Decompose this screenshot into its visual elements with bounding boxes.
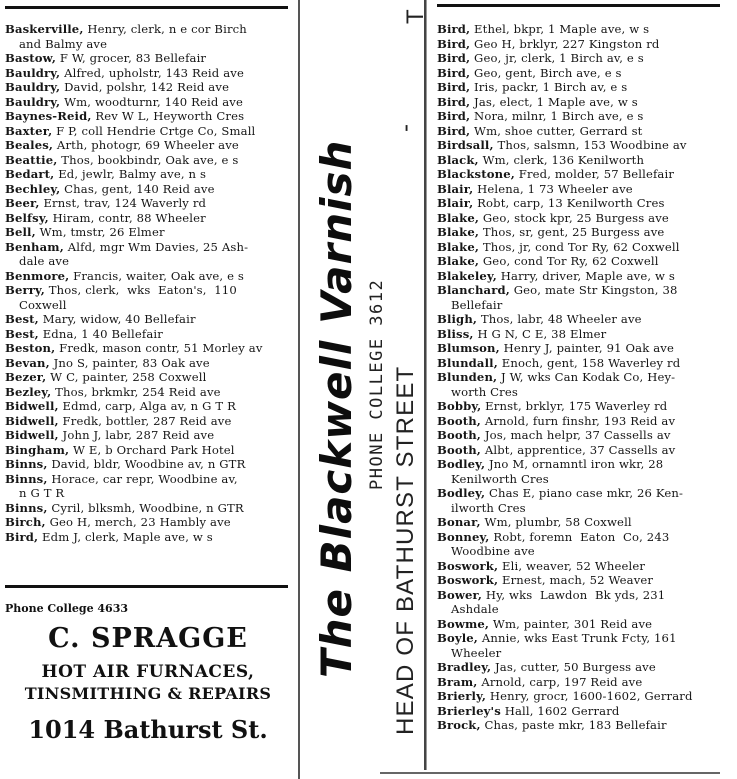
entry-details: Enoch, gent, 158 Waverley rd (497, 355, 681, 370)
entry-surname: Bower, (437, 587, 483, 602)
entry-details: Horace, car repr, Woodbine av, (47, 471, 238, 486)
directory-entry (5, 211, 288, 226)
entry-details: Ed, jewlr, Balmy ave, n s (54, 167, 207, 181)
directory-entry (5, 66, 288, 81)
entry-surname: Best, (5, 326, 39, 341)
entry-details: Geo, gent, Birch ave, e s (470, 65, 622, 80)
entry-details: Arnold, carp, 197 Reid ave (477, 674, 643, 689)
entry-details: Jas, cutter, 50 Burgess ave (491, 660, 656, 674)
advertisement-business-name: C. SPRAGGE (48, 623, 248, 654)
entry-details: Wm, plumbr, 58 Coxwell (480, 515, 632, 529)
entry-surname: Bird, (437, 109, 471, 123)
entry-details: Geo, jr, clerk, 1 Birch av, e s (470, 51, 644, 65)
directory-entry (437, 211, 719, 226)
directory-entry (5, 501, 288, 516)
entry-surname: Blake, (437, 225, 480, 239)
entry-surname: Blunden, (437, 370, 498, 384)
directory-column-right (437, 22, 719, 733)
entry-details: Henry J, painter, 91 Oak ave (499, 341, 674, 355)
entry-details: Francis, waiter, Oak ave, e s (69, 268, 245, 283)
entry-surname: Bidwell, (5, 413, 59, 428)
directory-entry (5, 80, 288, 95)
directory-entry (437, 675, 719, 690)
directory-entry (437, 225, 719, 240)
entry-details: Hy, wks Lawdon Bk yds, 231 (482, 587, 666, 602)
directory-entry (437, 80, 719, 95)
entry-surname: Blair, (437, 181, 474, 196)
directory-entry (437, 124, 719, 139)
advertisement-service-line-2: TINSMITHING & REPAIRS (24, 684, 272, 703)
directory-entry (437, 559, 719, 574)
vertical-ad-phone: PHONE COLLEGE 3612 (367, 278, 387, 490)
directory-entry (437, 22, 719, 37)
entry-surname: Bedart, (5, 167, 55, 181)
entry-surname: Beer, (5, 196, 40, 210)
entry-details: Geo, stock kpr, 25 Burgess ave (479, 210, 669, 225)
entry-surname: Belfsy, (5, 210, 49, 225)
directory-entry (437, 660, 719, 675)
directory-entry (5, 283, 288, 312)
directory-entry (437, 704, 719, 719)
bottom-rule (380, 772, 720, 774)
entry-details: Robt, foremn Eaton Co, 243 (489, 529, 670, 544)
directory-entry (437, 399, 719, 414)
entry-details: Thos, brkmkr, 254 Reid ave (51, 384, 221, 399)
entry-surname: Bastow, (5, 51, 57, 65)
entry-details: W C, painter, 258 Coxwell (46, 370, 207, 384)
entry-details: Thos, bookbindr, Oak ave, e s (57, 152, 239, 167)
directory-entry (437, 66, 719, 81)
entry-continuation: Kenilworth Cres (451, 471, 549, 486)
directory-entry (5, 370, 288, 385)
entry-details: Annie, wks East Trunk Fcty, 161 (478, 631, 677, 645)
directory-entry (5, 515, 288, 530)
entry-details: Chas, gent, 140 Reid ave (60, 181, 215, 196)
directory-entry (5, 385, 288, 400)
entry-continuation: Ashdale (451, 602, 499, 616)
entry-surname: Bowme, (437, 616, 490, 631)
entry-surname: Bodley, (437, 486, 486, 500)
entry-details: Iris, packr, 1 Birch av, e s (470, 80, 628, 94)
entry-surname: Bird, (437, 22, 471, 36)
entry-details: J W, wks Can Kodak Co, Hey- (497, 370, 676, 384)
entry-details: Wm, woodturnr, 140 Reid ave (60, 94, 244, 109)
entry-details: Ethel, bkpr, 1 Maple ave, w s (470, 22, 650, 36)
entry-details: Fredk, mason contr, 51 Morley av (55, 341, 263, 355)
entry-details: W E, b Orchard Park Hotel (69, 442, 235, 457)
entry-details: Helena, 1 73 Wheeler ave (473, 181, 633, 196)
entry-details: Fred, molder, 57 Bellefair (514, 167, 675, 181)
vertical-ad-address: HEAD OF BATHURST STREET (392, 365, 419, 735)
entry-surname: Bidwell, (5, 428, 59, 442)
directory-entry (437, 689, 719, 704)
entry-details: Alfred, upholstr, 143 Reid ave (60, 65, 244, 80)
entry-details: David, polshr, 142 Reid ave (60, 80, 230, 94)
entry-details: Wm, tmstr, 26 Elmer (35, 225, 165, 239)
entry-surname: Best, (5, 312, 39, 326)
entry-surname: Beston, (5, 341, 56, 355)
directory-entry (5, 312, 288, 327)
entry-surname: Bodley, (437, 457, 486, 471)
entry-details: Thos, clerk, wks Eaton's, 110 (44, 283, 237, 297)
directory-entry (437, 269, 719, 284)
entry-details: Rev W L, Heyworth Cres (91, 109, 245, 123)
entry-details: Geo H, brklyr, 227 Kingston rd (470, 36, 660, 51)
entry-details: Ernst, brklyr, 175 Waverley rd (481, 399, 668, 413)
directory-entry (437, 486, 719, 515)
directory-entry (437, 631, 719, 660)
entry-details: Cyril, blksmh, Woodbine, n GTR (47, 500, 244, 515)
directory-entry (437, 341, 719, 356)
entry-surname: Bird, (437, 123, 471, 138)
top-rule-right (437, 4, 720, 7)
entry-surname: Binns, (5, 457, 48, 471)
entry-surname: Bradley, (437, 660, 492, 674)
entry-continuation: Bellefair (451, 297, 503, 312)
entry-details: David, bldr, Woodbine av, n GTR (47, 457, 246, 471)
entry-surname: Bram, (437, 674, 478, 689)
entry-surname: Berry, (5, 283, 45, 297)
entry-surname: Bird, (437, 51, 471, 65)
entry-surname: Bechley, (5, 181, 61, 196)
directory-entry (437, 283, 719, 312)
entry-surname: Beattie, (5, 152, 58, 167)
directory-entry (437, 414, 719, 429)
directory-entry (437, 312, 719, 327)
entry-surname: Bauldry, (5, 65, 61, 80)
entry-continuation: and Balmy ave (19, 36, 108, 51)
entry-surname: Booth, (437, 428, 481, 442)
entry-details: Eli, weaver, 52 Wheeler (498, 558, 646, 573)
entry-surname: Bird, (437, 65, 471, 80)
directory-entry (5, 109, 288, 124)
entry-continuation: dale ave (19, 254, 70, 268)
directory-entry (437, 196, 719, 211)
entry-surname: Benham, (5, 239, 64, 254)
entry-continuation: worth Cres (451, 384, 518, 399)
entry-surname: Blake, (437, 239, 480, 254)
advertisement-service-line-1: HOT AIR FURNACES, (41, 662, 255, 682)
entry-surname: Boswork, (437, 558, 499, 573)
vertical-band-right-border-inner (426, 0, 427, 770)
entry-surname: Bird, (437, 94, 471, 109)
entry-surname: Bevan, (5, 355, 50, 370)
entry-details: Alfd, mgr Wm Davies, 25 Ash- (63, 239, 249, 254)
entry-continuation: Coxwell (19, 297, 67, 312)
entry-surname: Blair, (437, 196, 474, 210)
entry-surname: Bidwell, (5, 399, 59, 413)
entry-details: Edm J, clerk, Maple ave, w s (38, 529, 213, 544)
directory-entry (437, 457, 719, 486)
entry-surname: Blackstone, (437, 167, 515, 181)
entry-continuation: Wheeler (451, 645, 502, 660)
entry-surname: Blakeley, (437, 268, 497, 283)
entry-surname: Blake, (437, 210, 480, 225)
entry-details: Thos, labr, 48 Wheeler ave (477, 312, 642, 326)
top-rule-left (5, 6, 288, 9)
directory-entry (5, 269, 288, 284)
entry-details: H G N, C E, 38 Elmer (473, 326, 607, 341)
entry-surname: Baynes-Reid, (5, 109, 92, 123)
entry-details: Arth, photogr, 69 Wheeler ave (53, 138, 239, 152)
entry-details: Wm, clerk, 136 Kenilworth (478, 152, 645, 167)
entry-surname: Bauldry, (5, 80, 61, 94)
entry-surname: Blundall, (437, 355, 498, 370)
directory-entry (5, 225, 288, 240)
entry-details: Edmd, carp, Alga av, n G T R (58, 399, 236, 413)
directory-entry (437, 138, 719, 153)
directory-entry (437, 182, 719, 197)
entry-surname: Bliss, (437, 326, 474, 341)
directory-entry (437, 573, 719, 588)
entry-surname: Bingham, (5, 442, 70, 457)
entry-surname: Blumson, (437, 341, 500, 355)
directory-entry (5, 51, 288, 66)
directory-column-left (5, 22, 288, 544)
entry-details: Arnold, furn finshr, 193 Reid av (481, 413, 676, 428)
entry-continuation: ilworth Cres (451, 500, 526, 515)
entry-details: Thos, sr, gent, 25 Burgess ave (479, 225, 665, 239)
entry-details: Jas, elect, 1 Maple ave, w s (470, 94, 638, 109)
entry-details: Fredk, bottler, 287 Reid ave (58, 413, 232, 428)
directory-entry (5, 428, 288, 443)
directory-entry (437, 530, 719, 559)
directory-entry (437, 95, 719, 110)
directory-entry (437, 356, 719, 371)
directory-entry (5, 327, 288, 342)
directory-entry (5, 457, 288, 472)
entry-surname: Baxter, (5, 123, 53, 138)
entry-details: Edna, 1 40 Bellefair (38, 326, 163, 341)
directory-entry (5, 341, 288, 356)
entry-details: F W, grocer, 83 Bellefair (56, 51, 207, 65)
entry-surname: Bauldry, (5, 94, 61, 109)
entry-details: Robt, carp, 13 Kenilworth Cres (473, 196, 665, 210)
directory-entry (437, 617, 719, 632)
directory-entry (5, 399, 288, 414)
directory-entry (437, 167, 719, 182)
entry-details: Nora, milnr, 1 Birch ave, e s (470, 109, 644, 123)
entry-surname: Benmore, (5, 268, 70, 283)
entry-surname: Bird, (5, 529, 39, 544)
entry-surname: Brock, (437, 718, 481, 732)
advertisement-sprague (0, 602, 296, 744)
entry-surname: Bird, (437, 36, 471, 51)
entry-details: Hiram, contr, 88 Wheeler (48, 210, 206, 225)
directory-entry (5, 414, 288, 429)
entry-details: Chas E, piano case mkr, 26 Ken- (485, 486, 684, 500)
entry-surname: Bonney, (437, 529, 490, 544)
entry-surname: Booth, (437, 413, 481, 428)
entry-surname: Blake, (437, 254, 480, 268)
directory-entry (437, 443, 719, 458)
directory-entry (437, 370, 719, 399)
entry-surname: Booth, (437, 442, 481, 457)
vertical-ad-title: The Blackwell Varnish (312, 139, 361, 678)
entry-surname: Binns, (5, 471, 48, 486)
entry-surname: Bezley, (5, 384, 52, 399)
entry-surname: Brierly, (437, 689, 487, 703)
entry-details: Geo, mate Str Kingston, 38 (509, 283, 678, 297)
directory-entry (437, 51, 719, 66)
entry-surname: Bird, (437, 80, 471, 94)
entry-details: Mary, widow, 40 Bellefair (38, 312, 196, 326)
entry-details: Ernst, trav, 124 Waverly rd (39, 196, 207, 210)
entry-details: Thos, jr, cond Tor Ry, 62 Coxwell (479, 239, 680, 254)
entry-details: John J, labr, 287 Reid ave (58, 428, 215, 442)
vertical-ad-truncated-text: T (402, 9, 429, 24)
entry-details: Geo, cond Tor Ry, 62 Coxwell (479, 254, 659, 268)
entry-details: Harry, driver, Maple ave, w s (496, 268, 676, 283)
directory-entry (437, 588, 719, 617)
entry-surname: Black, (437, 152, 479, 167)
entry-details: Wm, shoe cutter, Gerrard st (470, 123, 643, 138)
entry-details: Geo H, merch, 23 Hambly ave (45, 515, 231, 529)
vertical-band-left-border (298, 0, 300, 779)
entry-details: Wm, painter, 301 Reid ave (489, 616, 653, 631)
directory-entry (437, 515, 719, 530)
entry-details: Albt, apprentice, 37 Cassells av (481, 442, 676, 457)
entry-details: Chas, paste mkr, 183 Bellefair (480, 718, 667, 732)
directory-entry (437, 327, 719, 342)
entry-surname: Brierley's (437, 703, 501, 718)
directory-entry (5, 530, 288, 545)
entry-surname: Boyle, (437, 631, 478, 645)
directory-entry (5, 124, 288, 139)
directory-entry (5, 138, 288, 153)
directory-entry (437, 718, 719, 733)
directory-entry (5, 153, 288, 168)
directory-entry (5, 443, 288, 458)
entry-details: Jno S, painter, 83 Oak ave (49, 355, 210, 370)
advertisement-phone: Phone College 4633 (5, 602, 129, 615)
directory-entry (5, 472, 288, 501)
entry-surname: Bonar, (437, 515, 481, 529)
advertisement-address: 1014 Bathurst St. (28, 715, 268, 744)
entry-surname: Bell, (5, 225, 36, 239)
directory-entry (5, 196, 288, 211)
directory-entry (437, 254, 719, 269)
directory-entry (437, 240, 719, 255)
entry-surname: Bobby, (437, 399, 482, 413)
entry-surname: Bezer, (5, 370, 47, 384)
entry-surname: Binns, (5, 500, 48, 515)
directory-entry (437, 153, 719, 168)
entry-surname: Birch, (5, 515, 46, 529)
advertisement-divider (5, 585, 288, 588)
entry-details: Ernest, mach, 52 Weaver (498, 573, 654, 587)
entry-details: Henry, clerk, n e cor Birch (83, 22, 247, 36)
entry-surname: Beales, (5, 138, 54, 152)
entry-surname: Birdsall, (437, 138, 494, 152)
directory-entry (437, 428, 719, 443)
directory-entry (5, 95, 288, 110)
entry-surname: Bligh, (437, 312, 478, 326)
entry-details: Jos, mach helpr, 37 Cassells av (481, 428, 671, 442)
entry-surname: Blanchard, (437, 283, 510, 297)
entry-surname: Boswork, (437, 573, 499, 587)
entry-details: Henry, grocr, 1600-1602, Gerrard (486, 689, 693, 703)
vertical-ad-separator: - (392, 124, 419, 132)
directory-entry (5, 22, 288, 51)
directory-entry (437, 37, 719, 52)
entry-details: Jno M, ornamntl iron wkr, 28 (485, 457, 664, 471)
directory-entry (5, 240, 288, 269)
directory-entry (5, 356, 288, 371)
directory-entry (5, 182, 288, 197)
entry-details: Hall, 1602 Gerrard (500, 703, 620, 718)
directory-entry (437, 109, 719, 124)
directory-entry (5, 167, 288, 182)
entry-details: F P, coll Hendrie Crtge Co, Small (52, 123, 256, 138)
entry-continuation: Woodbine ave (451, 544, 535, 558)
entry-continuation: n G T R (19, 486, 65, 500)
entry-details: Thos, salsmn, 153 Woodbine av (493, 138, 687, 152)
entry-surname: Baskerville, (5, 22, 84, 36)
